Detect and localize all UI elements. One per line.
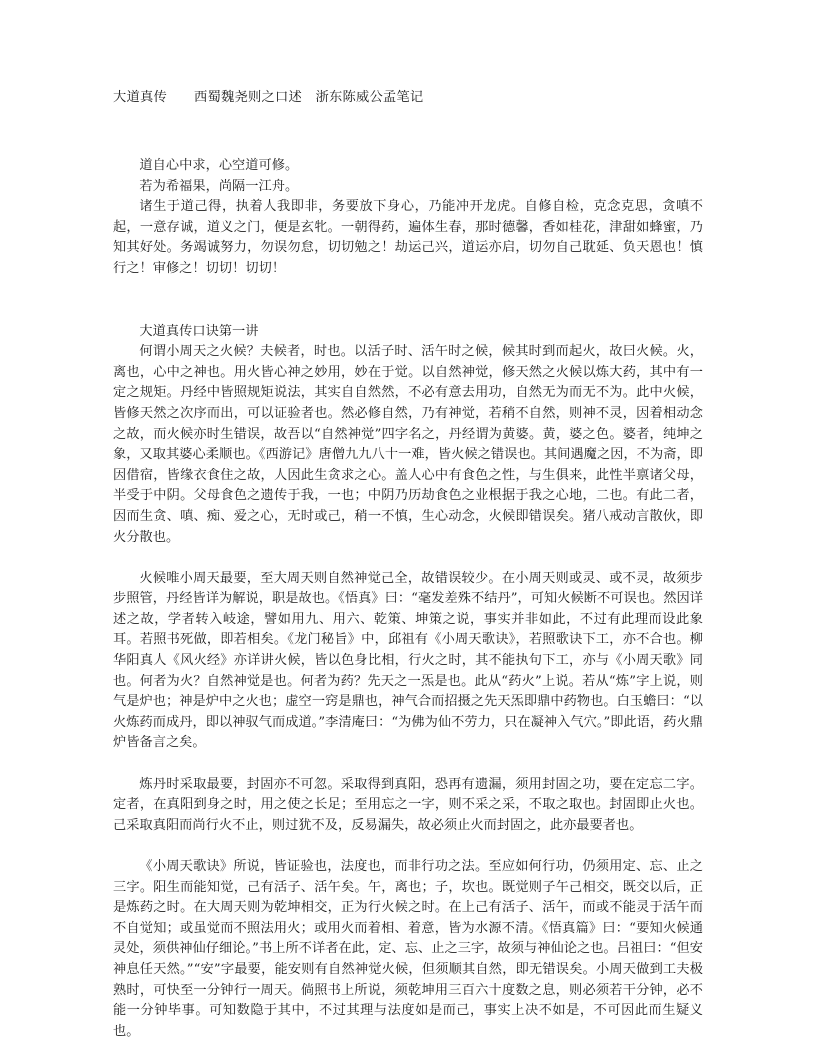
section-paragraph-2: 火候唯小周天最要，至大周天则自然神觉己全，故错误较少。在小周天则或灵、或不灵，故须步步照管，丹经皆详为解说，职是故也。《悟真》曰：“毫发差殊不结丹”，可知火候断不可误也。然因详述之故，学者转入岐途，譬如用九、用六、乾策、坤策之说，事实并非如此，不过有此理而设此象耳。若照书死做，即若相矣。《龙门秘旨》中，邱祖有《小周天歌诀》，若照歌诀下工，亦不合也。柳华阳真人《风火经》亦详讲火候，皆以色身比相，行火之时，其不能执句下工，亦与《小周天歌》同也。何者为火？自然神觉是也。何者为药？先天之一炁是也。此从“药火”上说。若从“炼”字上说，则气是炉也；神是炉中之火也；虚空一窍是鼎也，神气合而招摄之先天炁即鼎中药物也。白玉蟾曰：“以火炼药而成丹，即以神驭气而成道。”李清庵曰：“为佛为仙不劳力，只在凝神入气穴。”即此语，药火鼎炉皆备言之矣。: [113, 570, 703, 751]
page-title: 大道真传 西蜀魏尧则之口述 浙东陈威公孟笔记: [113, 90, 424, 105]
section-spacer-1: [113, 280, 703, 301]
preface-line-2: 若为希福果，尚隔一江舟。: [139, 178, 299, 194]
preface-paragraph: 诸生于道己得，执着人我即非，务要放下身心，乃能冲开龙虎。自修自检，克念克思，贪嗔不起，一意存诚，道义之门，便是玄牝。一朝得药，遍体生春，那时德馨，香如桂花，津甜如蜂蜜，乃知其好处。务竭诚努力，勿误勿怠，切切勉之！劫运己兴，道运亦启，切勿自己耽延、负天恩也！慎行之！审修之！切切！切切！: [113, 199, 703, 276]
section-paragraph-4: 《小周天歌诀》所说，皆证验也，法度也，而非行功之法。至应如何行功，仍须用定、忘、止之三字。阳生而能知觉，己有活子、活午矣。午，离也；子，坎也。既觉则子午己相交，既交以后，正是炼药之时。在大周天则为乾坤相交，正为行火候之时。在上己有活子、活午，而或不能灵于活午而不自觉知；或虽觉而不照法用火；或用火而着相、着意，皆为水源不清。《悟真篇》曰：“要知火候通灵处，须供神仙仔细论。”书上所不详者在此，定、忘、止之三字，故须与神仙论之也。吕祖曰：“但安神息任天然。”“安”字最要，能安则有自然神觉火候，但须顺其自然，即无错误矣。小周天做到工夫极熟时，可快至一分钟行一周天。倘照书上所说，须乾坤用三百六十度数之息，则必须若干分钟，必不能一分钟毕事。可知数隐于其中，不过其理与法度如是而己，事实上决不如是，不可因此而生疑义也。: [113, 859, 703, 1039]
section-paragraph-3: 炼丹时采取最要，封固亦不可忽。采取得到真阳，恐再有遗漏，须用封固之功，要在定忘二字。定者，在真阳到身之时，用之使之长足；至用忘之一字，则不采之采，不取之取也。封固即止火也。己采取真阳而尚行火不止，则过犹不及，反易漏失，故必须止火而封固之，此亦最要者也。: [113, 776, 703, 833]
paragraph-spacer-2: [113, 754, 703, 775]
section-paragraph-1: 何谓小周天之火候？夫候者，时也。以活子时、活午时之候，候其时到而起火，故曰火候。火，离也，心中之神也。用火皆心神之妙用，妙在于觉。以自然神觉，修天然之火候以炼大药，其中有一定之规矩。丹经中皆照规矩说法，其实自自然然，不必有意去用功，自然无为而无不为。此中火候，皆修天然之次序而出，可以证验者也。然必修自然，乃有神觉，若稍不自然，则神不灵，因着相动念之故，而火候亦时生错误，故吾以“自然神觉”四字名之，丹经谓为黄婆。黄，婆之色。婆者，纯坤之象，又取其婆心柔顺也。《西游记》唐僧九九八十一难，皆火候之错误也。其间遇魔之因，不为斋，即因借宿，皆缘衣食住之故，人因此生贪求之心。盖人心中有食色之性，与生俱来，此性半禀诸父母，半受于中阴。父母食色之遗传于我，一也；中阴乃历劫食色之业根据于我之心地，二也。有此二者，因而生贪、嗔、痴、爱之心，无时或己，稍一不慎，生心动念，火候即错误矣。猪八戒动言散伙，即火分散也。: [113, 344, 703, 545]
preface-line-1: 道自心中求，心空道可修。: [139, 158, 299, 173]
section-spacer-2: [113, 301, 703, 322]
section-heading: 大道真传口诀第一讲: [139, 323, 259, 339]
document-body: [113, 156, 703, 1042]
paragraph-spacer-1: [113, 548, 703, 569]
paragraph-spacer-3: [113, 836, 703, 857]
